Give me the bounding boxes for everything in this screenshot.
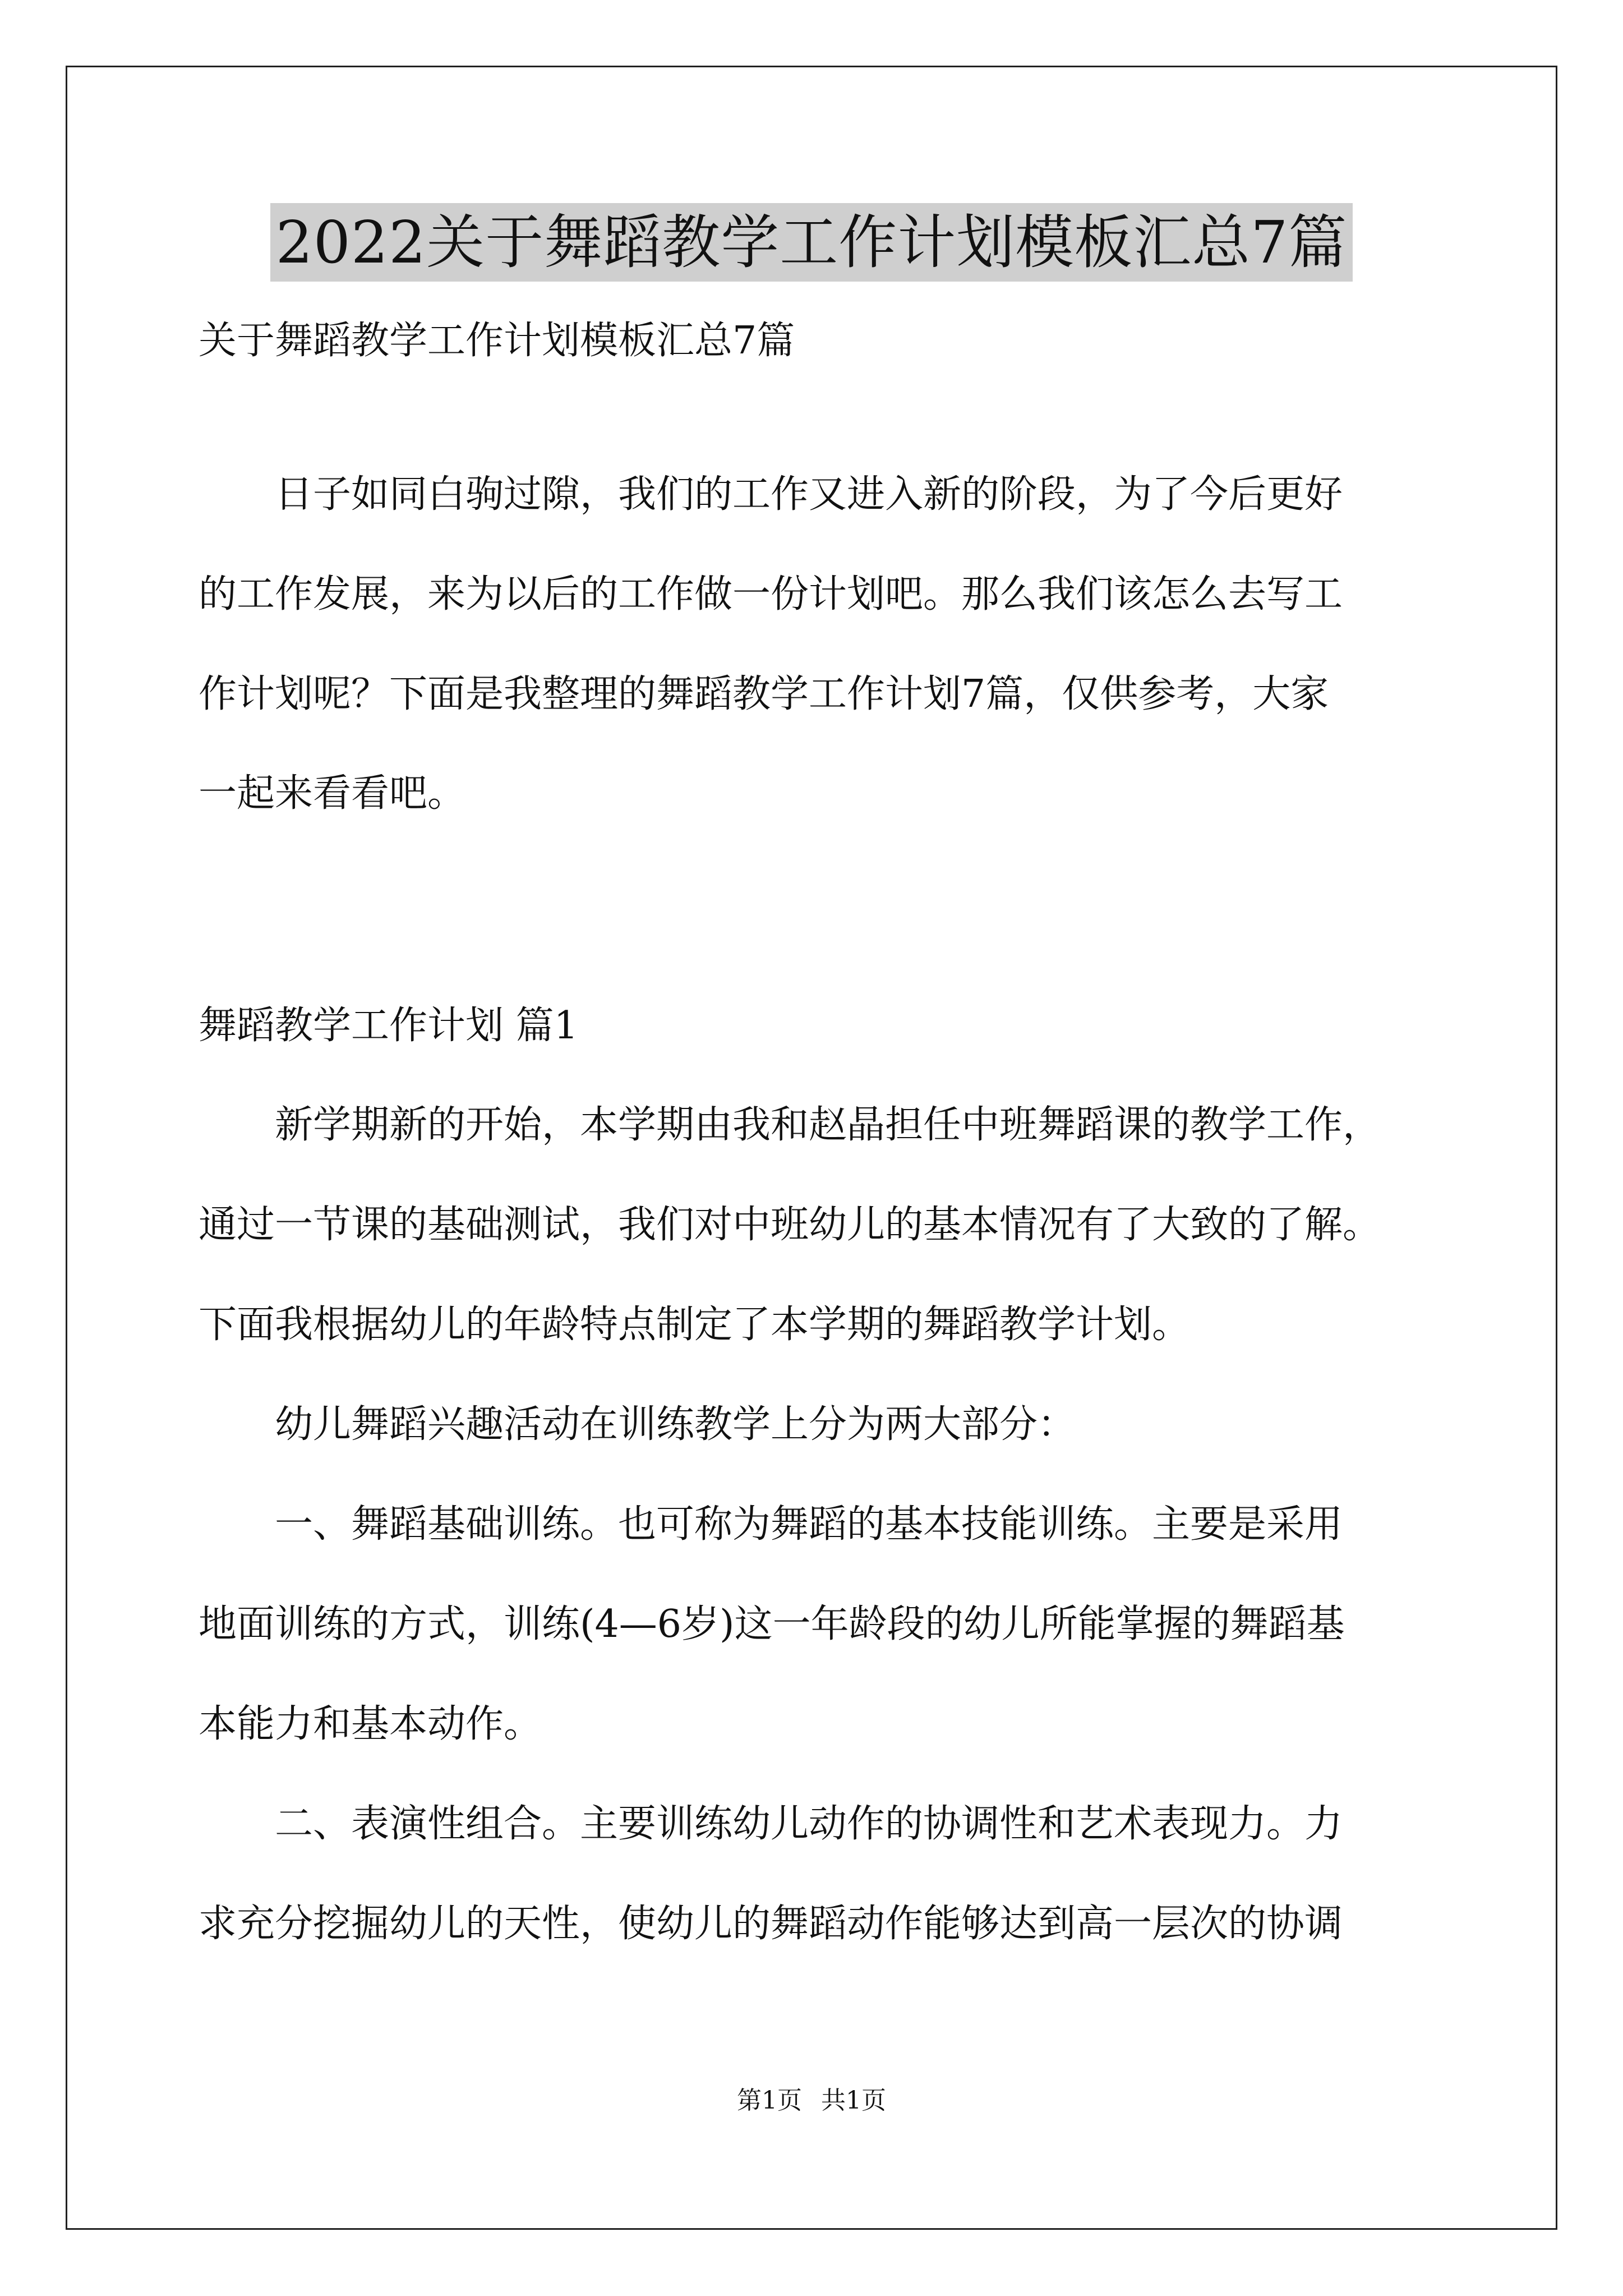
section-line-7: 本能力和基本动作。 (199, 1702, 542, 1746)
section-line-4: 幼儿舞蹈兴趣活动在训练教学上分为两大部分： (199, 1402, 1076, 1447)
page-number: 第1页 (737, 2086, 802, 2115)
page-total: 共1页 (821, 2086, 886, 2115)
intro-line-4: 一起来看看吧。 (199, 771, 466, 816)
document-subtitle: 关于舞蹈教学工作计划模板汇总7篇 (199, 319, 795, 363)
intro-line-2: 的工作发展，来为以后的工作做一份计划吧。那么我们该怎么去写工 (199, 572, 1343, 616)
section-line-9: 求充分挖掘幼儿的天性，使幼儿的舞蹈动作能够达到高一层次的协调 (199, 1902, 1343, 1946)
section-line-1: 新学期新的开始，本学期由我和赵晶担任中班舞蹈课的教学工作， (199, 1103, 1381, 1147)
section-line-8: 二、表演性组合。主要训练幼儿动作的协调性和艺术表现力。力 (199, 1802, 1343, 1846)
intro-line-1: 日子如同白驹过隙，我们的工作又进入新的阶段，为了今后更好 (199, 472, 1343, 517)
section-line-6: 地面训练的方式，训练(4—6岁)这一年龄段的幼儿所能掌握的舞蹈基 (199, 1602, 1345, 1646)
intro-line-3: 作计划呢？下面是我整理的舞蹈教学工作计划7篇，仅供参考，大家 (199, 672, 1329, 716)
section-line-2: 通过一节课的基础测试，我们对中班幼儿的基本情况有了大致的了解。 (199, 1203, 1381, 1247)
section-line-3: 下面我根据幼儿的年龄特点制定了本学期的舞蹈教学计划。 (199, 1303, 1191, 1347)
section-line-5: 一、舞蹈基础训练。也可称为舞蹈的基本技能训练。主要是采用 (199, 1502, 1343, 1547)
section-heading: 舞蹈教学工作计划 篇1 (199, 1004, 578, 1048)
page-footer (0, 2084, 1623, 2118)
document-title: 2022关于舞蹈教学工作计划模板汇总7篇 (270, 203, 1353, 282)
title-container (0, 203, 1623, 282)
